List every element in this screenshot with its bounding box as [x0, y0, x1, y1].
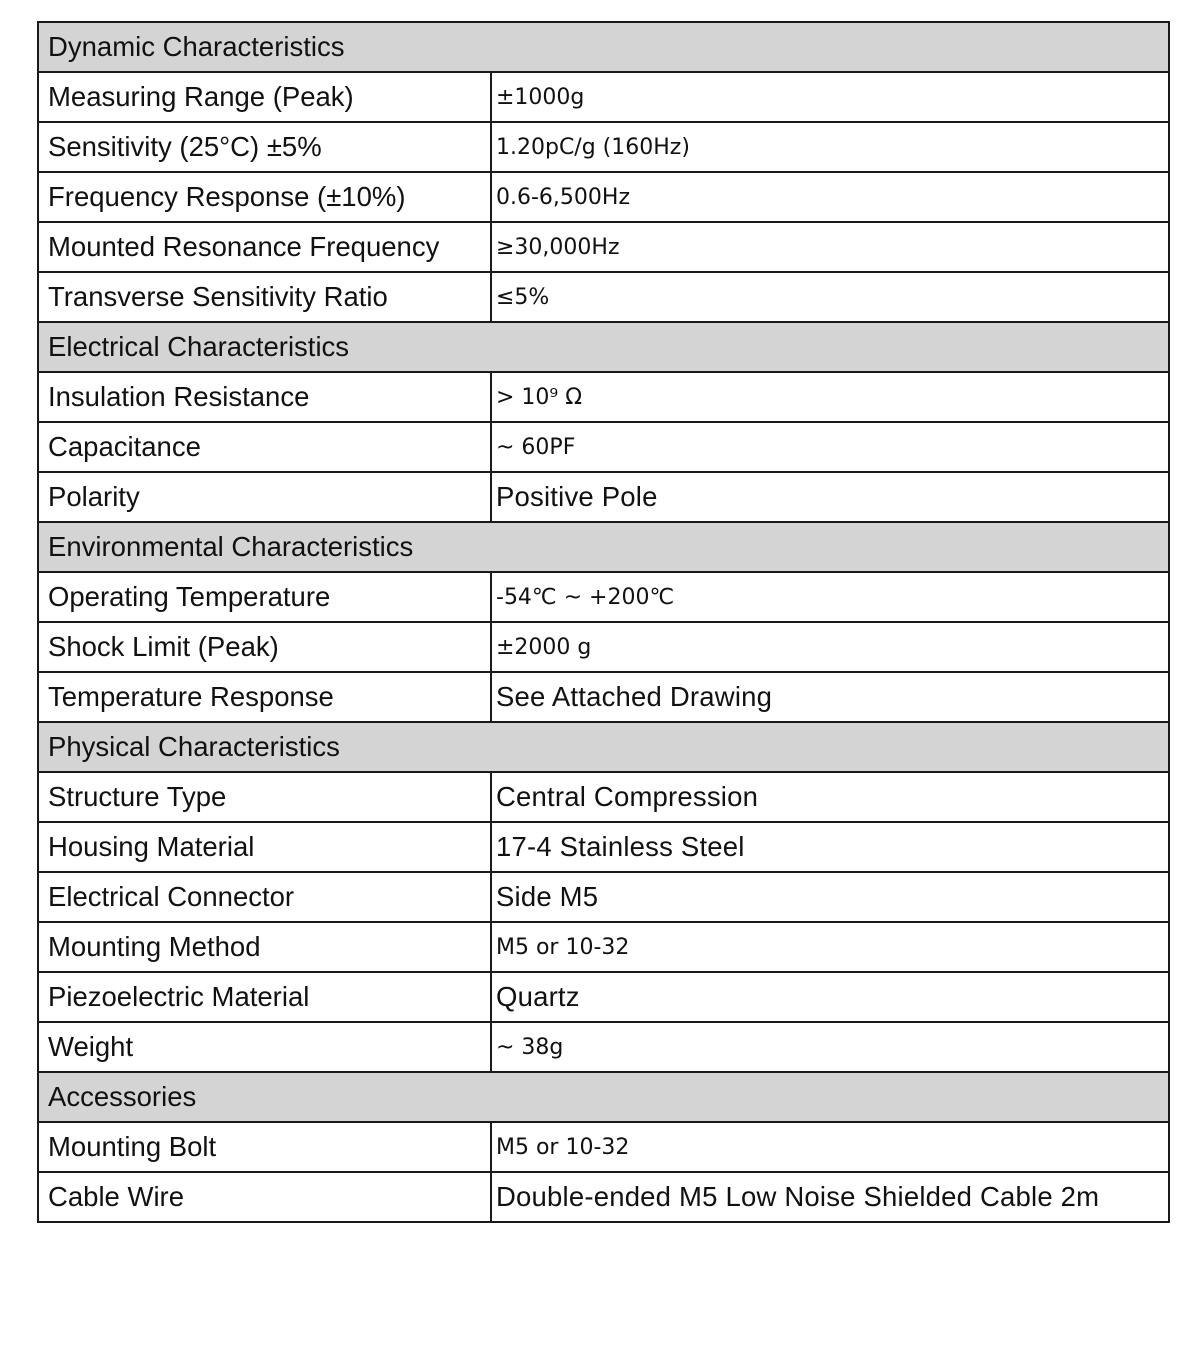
table-row — [38, 422, 1169, 472]
spec-value: M5 or 10-32 — [496, 934, 630, 960]
spec-value: Central Compression — [496, 781, 759, 812]
spec-value: M5 or 10-32 — [496, 1134, 630, 1160]
spec-value: ~ 60PF — [496, 434, 576, 460]
spec-value: > 10⁹ Ω — [496, 384, 583, 410]
table-row — [38, 222, 1169, 272]
spec-value-cell — [491, 372, 1169, 422]
spec-value-cell — [491, 472, 1169, 522]
spec-value-cell — [491, 922, 1169, 972]
spec-value: Side M5 — [496, 881, 599, 912]
specifications-table — [37, 21, 1170, 1223]
table-row — [38, 1022, 1169, 1072]
spec-value: -54℃ ~ +200℃ — [496, 584, 675, 610]
spec-value: ±1000g — [496, 84, 585, 110]
table-row — [38, 72, 1169, 122]
section-title: Electrical Characteristics — [38, 322, 1169, 372]
spec-label: Transverse Sensitivity Ratio — [38, 272, 491, 322]
section-header-row — [38, 522, 1169, 572]
section-header-row — [38, 22, 1169, 72]
spec-value-cell — [491, 772, 1169, 822]
spec-value: Double-ended M5 Low Noise Shielded Cable 2m — [496, 1181, 1100, 1212]
table-row — [38, 122, 1169, 172]
specifications-table-body — [38, 22, 1169, 1222]
section-title: Physical Characteristics — [38, 722, 1169, 772]
spec-value-cell — [491, 172, 1169, 222]
table-row — [38, 822, 1169, 872]
section-title: Environmental Characteristics — [38, 522, 1169, 572]
table-row — [38, 972, 1169, 1022]
spec-value-cell — [491, 972, 1169, 1022]
spec-label: Housing Material — [38, 822, 491, 872]
spec-value: ≥30,000Hz — [496, 234, 620, 260]
spec-label: Weight — [38, 1022, 491, 1072]
spec-value-cell — [491, 1172, 1169, 1222]
table-row — [38, 872, 1169, 922]
section-title: Accessories — [38, 1072, 1169, 1122]
spec-label: Frequency Response (±10%) — [38, 172, 491, 222]
spec-value-cell — [491, 622, 1169, 672]
spec-label: Electrical Connector — [38, 872, 491, 922]
spec-value: 17-4 Stainless Steel — [496, 831, 745, 862]
table-row — [38, 572, 1169, 622]
spec-value-cell — [491, 222, 1169, 272]
spec-label: Polarity — [38, 472, 491, 522]
spec-value-cell — [491, 672, 1169, 722]
table-row — [38, 922, 1169, 972]
table-row — [38, 622, 1169, 672]
spec-value-cell — [491, 272, 1169, 322]
table-row — [38, 172, 1169, 222]
spec-label: Mounting Method — [38, 922, 491, 972]
spec-value-cell — [491, 72, 1169, 122]
spec-value-cell — [491, 1022, 1169, 1072]
table-row — [38, 272, 1169, 322]
spec-value: 0.6-6,500Hz — [496, 184, 630, 210]
section-header-row — [38, 722, 1169, 772]
table-row — [38, 372, 1169, 422]
spec-value-cell — [491, 422, 1169, 472]
spec-value: See Attached Drawing — [496, 681, 773, 712]
spec-value-cell — [491, 822, 1169, 872]
spec-value-cell — [491, 1122, 1169, 1172]
table-row — [38, 672, 1169, 722]
spec-value-cell — [491, 572, 1169, 622]
spec-value: Quartz — [496, 981, 580, 1012]
spec-value-cell — [491, 872, 1169, 922]
spec-label: Cable Wire — [38, 1172, 491, 1222]
section-title: Dynamic Characteristics — [38, 22, 1169, 72]
spec-value: Positive Pole — [496, 481, 658, 512]
spec-label: Mounting Bolt — [38, 1122, 491, 1172]
spec-value: 1.20pC/g (160Hz) — [496, 134, 690, 160]
table-row — [38, 1122, 1169, 1172]
section-header-row — [38, 322, 1169, 372]
spec-label: Shock Limit (Peak) — [38, 622, 491, 672]
spec-label: Temperature Response — [38, 672, 491, 722]
spec-label: Insulation Resistance — [38, 372, 491, 422]
spec-label: Measuring Range (Peak) — [38, 72, 491, 122]
spec-label: Capacitance — [38, 422, 491, 472]
table-row — [38, 1172, 1169, 1222]
spec-label: Sensitivity (25°C) ±5% — [38, 122, 491, 172]
spec-label: Piezoelectric Material — [38, 972, 491, 1022]
spec-label: Mounted Resonance Frequency — [38, 222, 491, 272]
table-row — [38, 472, 1169, 522]
spec-value: ±2000 g — [496, 634, 592, 660]
table-row — [38, 772, 1169, 822]
spec-value: ≤5% — [496, 284, 550, 310]
spec-label: Structure Type — [38, 772, 491, 822]
spec-value-cell — [491, 122, 1169, 172]
spec-label: Operating Temperature — [38, 572, 491, 622]
spec-value: ~ 38g — [496, 1034, 564, 1060]
section-header-row — [38, 1072, 1169, 1122]
